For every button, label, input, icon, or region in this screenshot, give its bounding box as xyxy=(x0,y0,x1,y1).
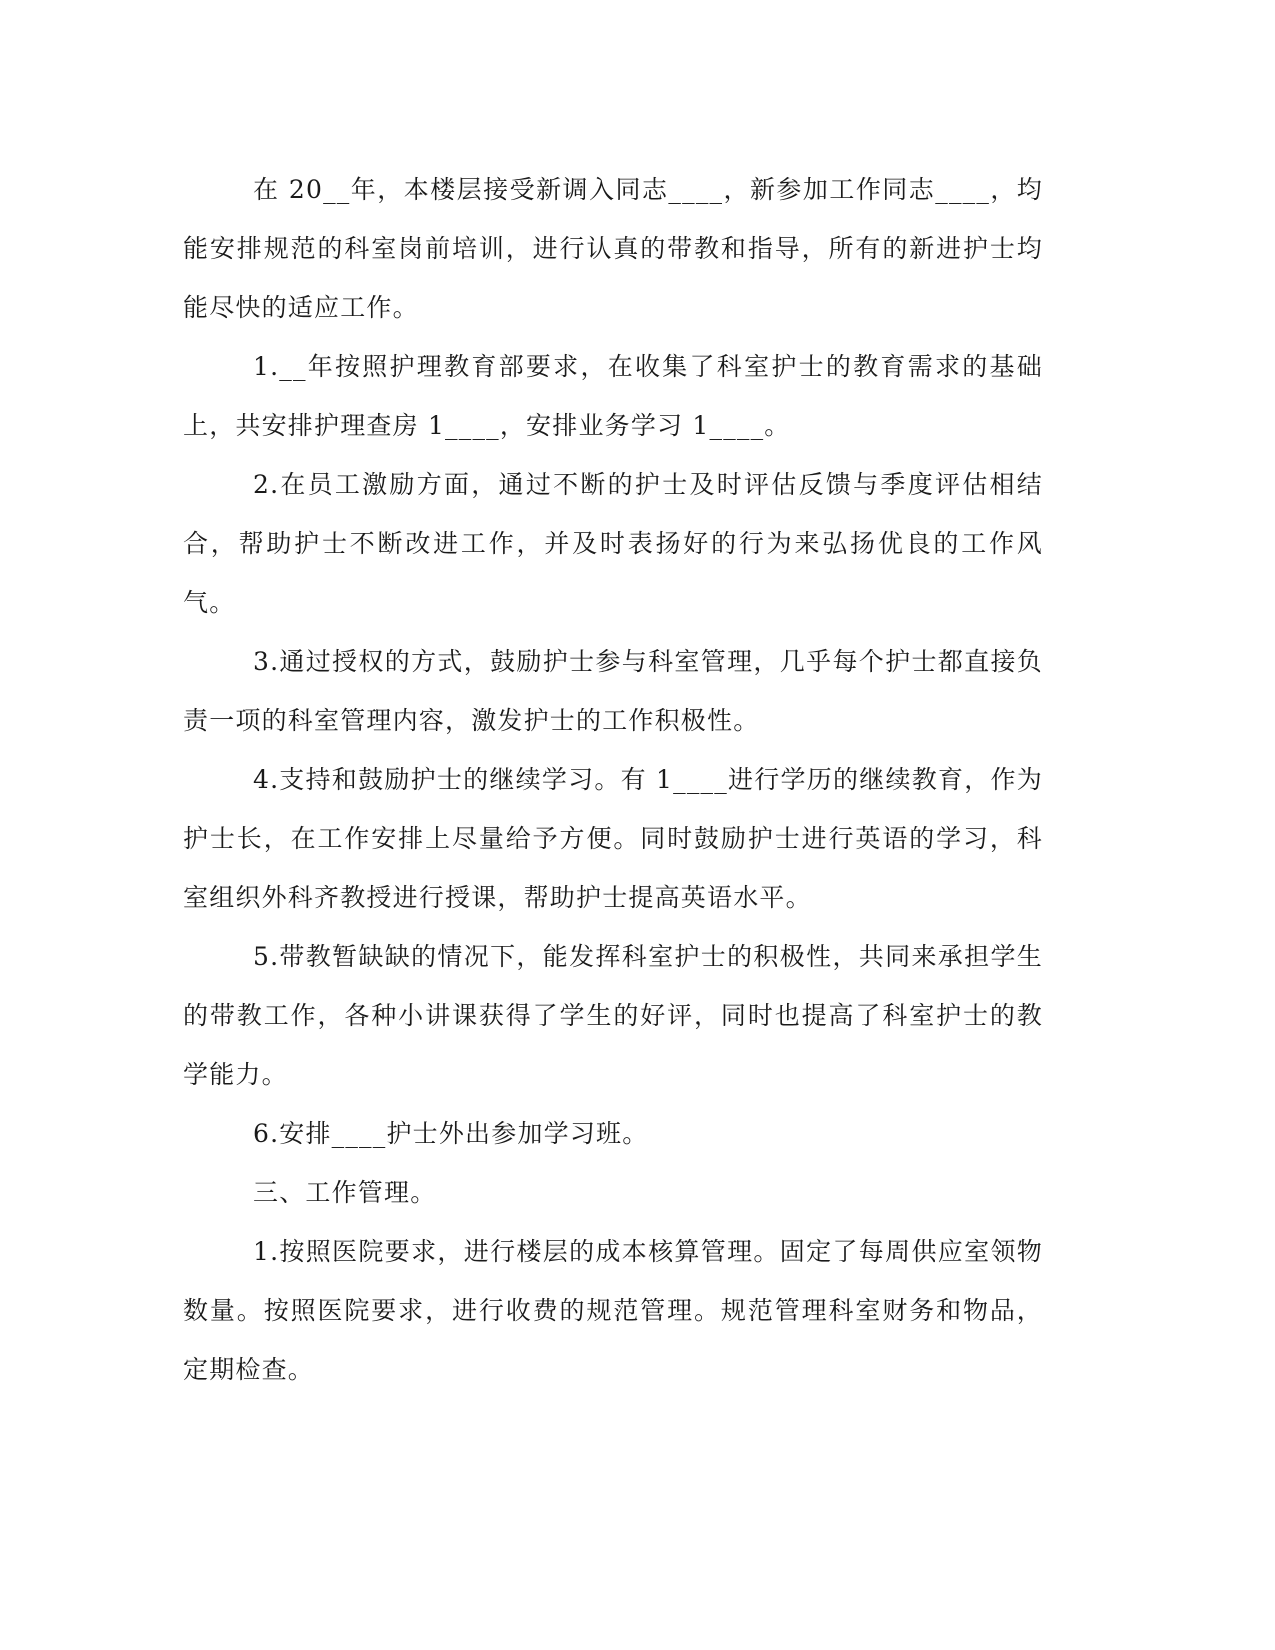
paragraph-cost-management: 1.按照医院要求，进行楼层的成本核算管理。固定了每周供应室领物数量。按照医院要求，进行收费的规范管理。规范管理科室财务和物品，定期检查。 xyxy=(183,1237,1043,1384)
paragraph-item-3-authorization: 3.通过授权的方式，鼓励护士参与科室管理，几乎每个护士都直接负责一项的科室管理内容，激发护士的工作积极性。 xyxy=(183,647,1043,735)
paragraph-item-4-continuing-education: 4.支持和鼓励护士的继续学习。有 1____进行学历的继续教育，作为护士长，在工作安排上尽量给予方便。同时鼓励护士进行英语的学习，科室组织外科齐教授进行授课，帮助护士提高英语水平。 xyxy=(183,765,1043,912)
paragraph-new-staff-training: 在 20__年，本楼层接受新调入同志____，新参加工作同志____，均能安排规范的科室岗前培训，进行认真的带教和指导，所有的新进护士均能尽快的适应工作。 xyxy=(183,175,1043,322)
paragraph-item-5-teaching: 5.带教暂缺缺的情况下，能发挥科室护士的积极性，共同来承担学生的带教工作，各种小讲课获得了学生的好评，同时也提高了科室护士的教学能力。 xyxy=(183,942,1043,1089)
section-heading-work-management: 三、工作管理。 xyxy=(253,1178,437,1207)
document-body xyxy=(183,160,1043,1399)
paragraph-item-1-ward-rounds: 1.__年按照护理教育部要求，在收集了科室护士的教育需求的基础上，共安排护理查房 1____，安排业务学习 1____。 xyxy=(183,352,1043,440)
paragraph-item-6-training-class: 6.安排____护士外出参加学习班。 xyxy=(253,1119,649,1148)
paragraph-item-2-staff-incentive: 2.在员工激励方面，通过不断的护士及时评估反馈与季度评估相结合，帮助护士不断改进工作，并及时表扬好的行为来弘扬优良的工作风气。 xyxy=(183,470,1043,617)
